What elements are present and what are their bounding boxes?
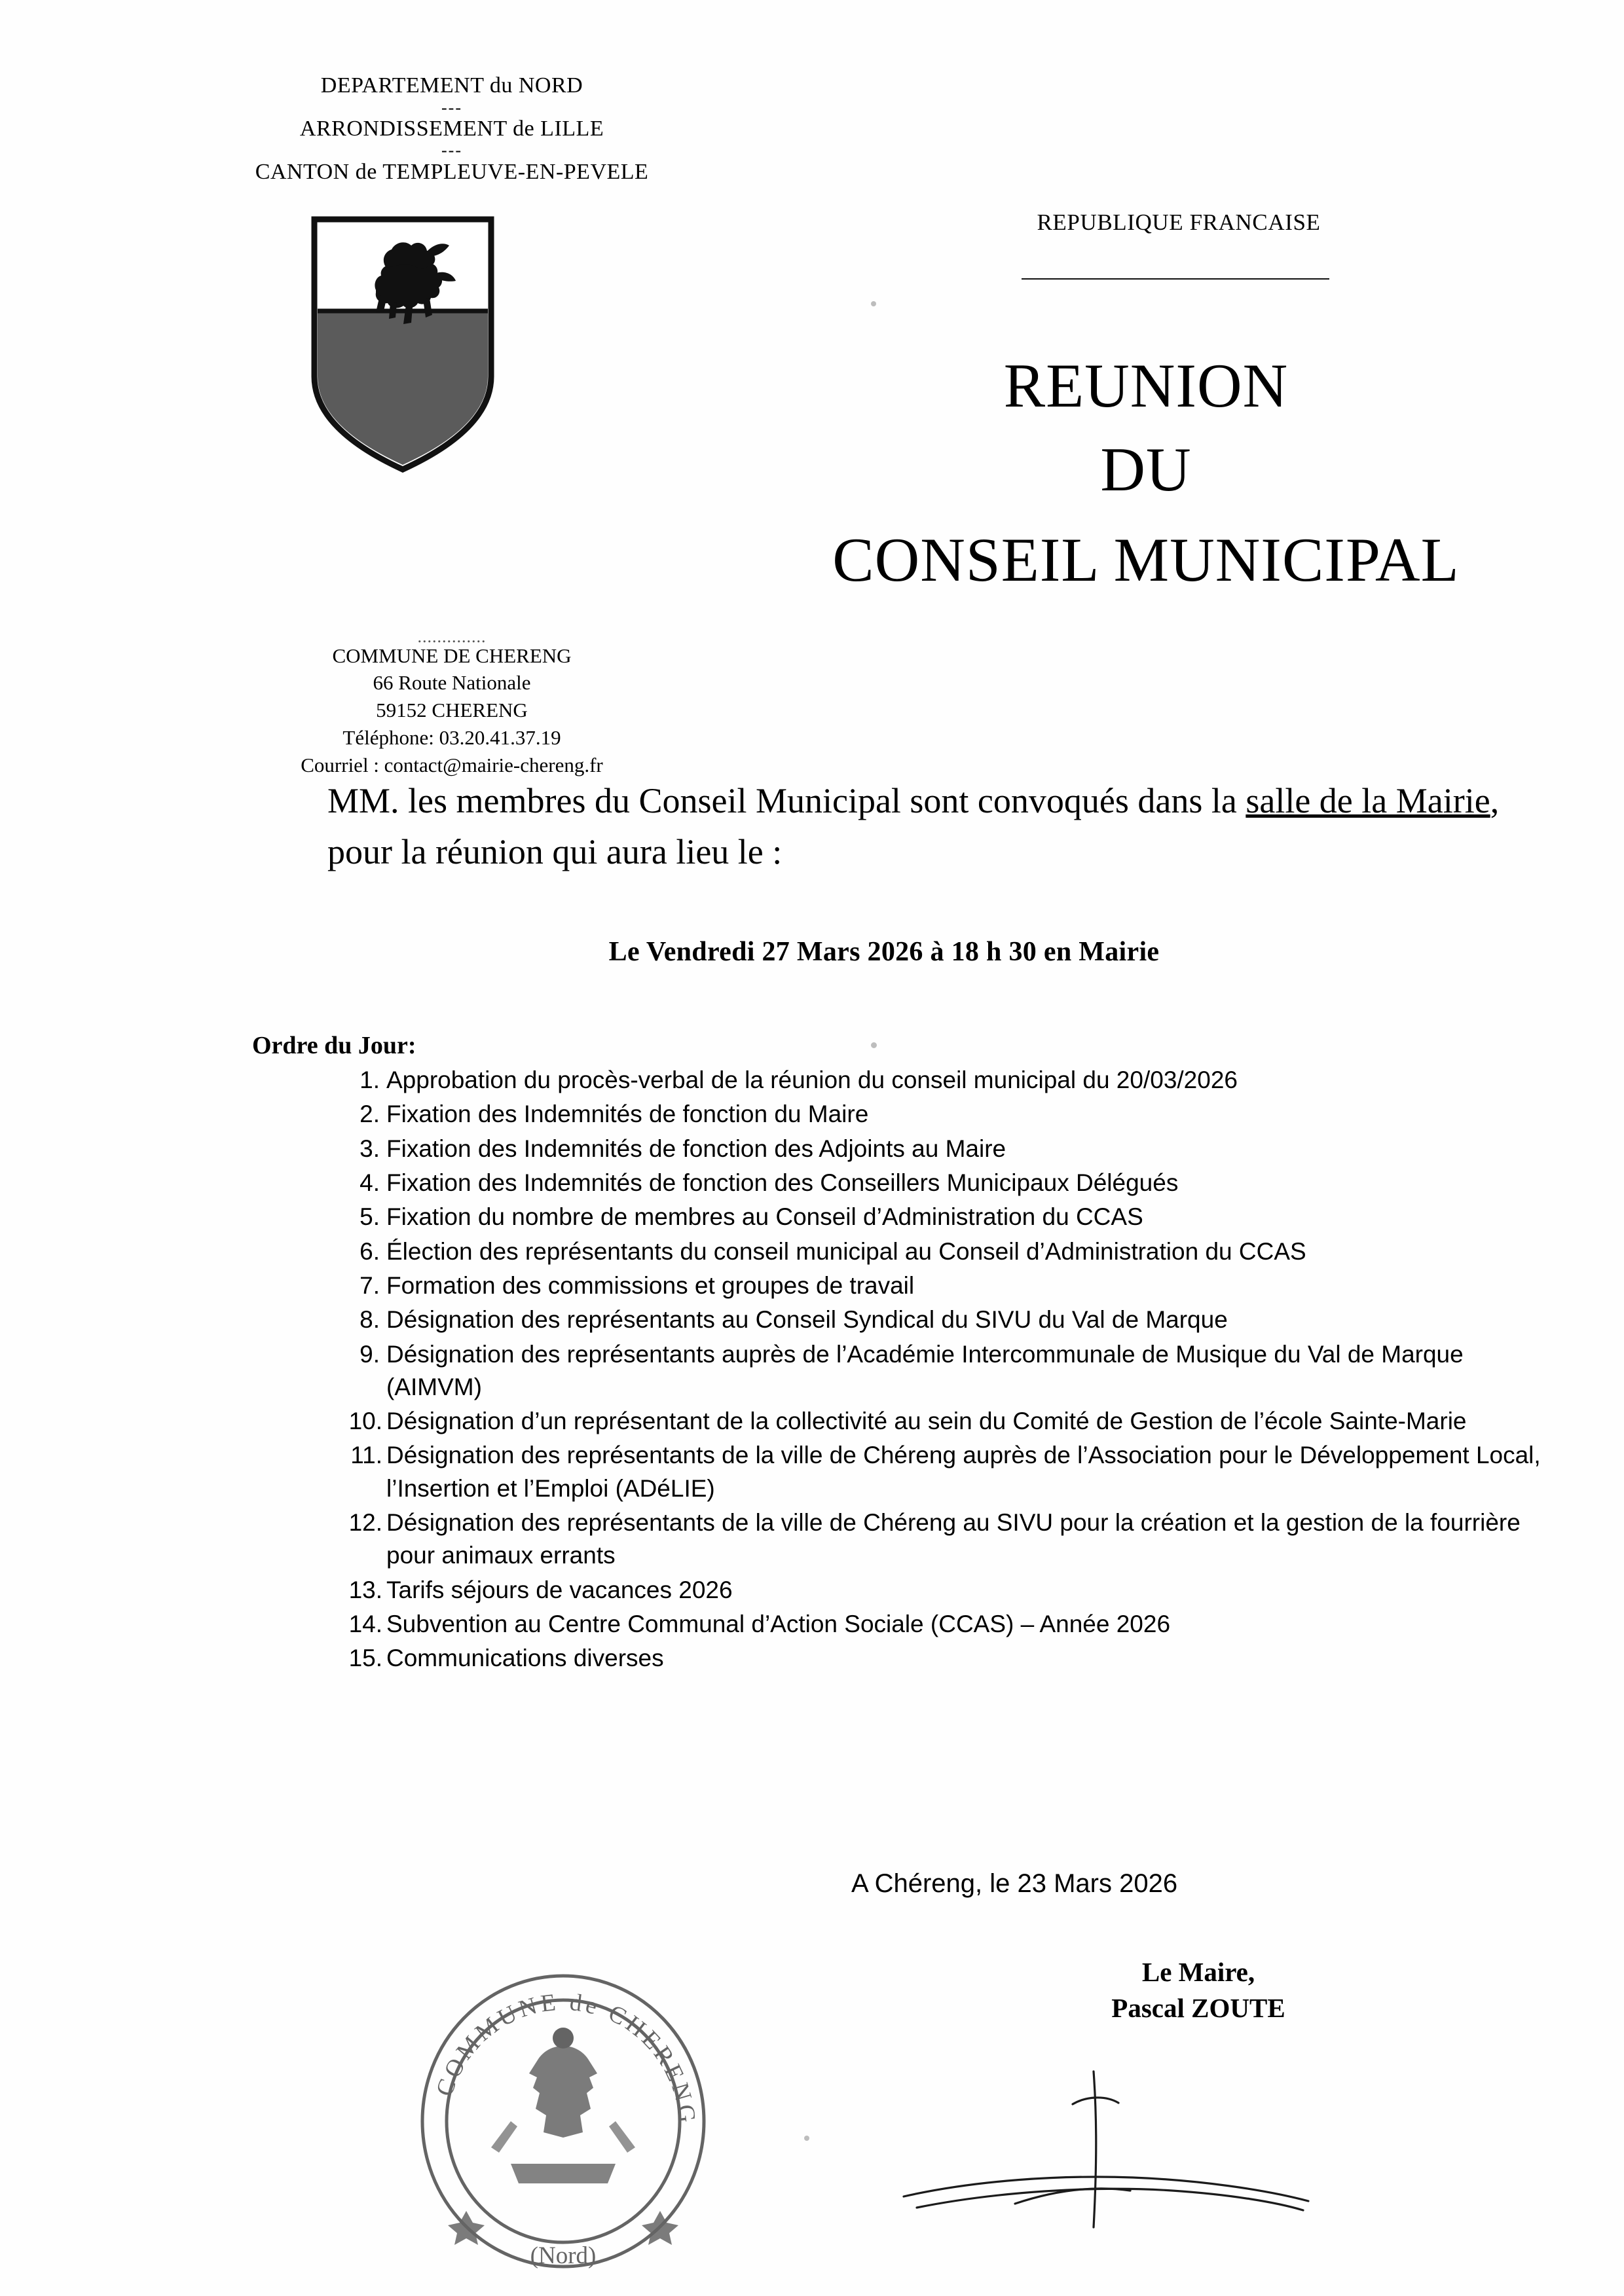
handwritten-signature <box>897 2062 1316 2239</box>
agenda-item <box>334 1064 1559 1097</box>
commune-address: 66 Route Nationale <box>373 671 531 695</box>
page-speck <box>804 2136 809 2141</box>
document-header <box>0 72 1624 776</box>
title-line-2: DU <box>1100 434 1192 504</box>
convocation-location-underlined: salle de la Mairie <box>1246 781 1490 820</box>
agenda-item-text: Fixation du nombre de membres au Conseil d’Administration du CCAS <box>386 1203 1143 1231</box>
agenda-item-text: Fixation des Indemnités de fonction des Adjoints au Maire <box>386 1135 1006 1162</box>
agenda-item-number: 13. <box>348 1576 382 1603</box>
agenda-item-text: Formation des commissions et groupes de travail <box>386 1271 915 1299</box>
agenda-item <box>334 1303 1559 1336</box>
separator-2: --- <box>441 141 462 160</box>
agenda-item <box>334 1167 1559 1199</box>
canton-line: CANTON de TEMPLEUVE-EN-PEVELE <box>255 159 649 184</box>
agenda-item-number: 11. <box>350 1442 382 1469</box>
agenda-item-text: Tarifs séjours de vacances 2026 <box>386 1576 733 1603</box>
agenda-item-number: 9. <box>360 1340 380 1368</box>
commune-name: COMMUNE DE CHERENG <box>332 644 572 667</box>
agenda-item-text: Approbation du procès-verbal de la réunion du conseil municipal du 20/03/2026 <box>386 1066 1238 1093</box>
agenda-item-number: 1. <box>360 1066 380 1093</box>
commune-email: Courriel : contact@mairie-chereng.fr <box>301 753 603 776</box>
convocation-part-2: , pour la réunion qui aura lieu le : <box>327 781 1500 872</box>
agenda-item-number: 5. <box>360 1203 380 1231</box>
agenda-item <box>334 1506 1559 1573</box>
agenda-item <box>334 1405 1559 1438</box>
agenda-item-text: Fixation des Indemnités de fonction du Maire <box>386 1101 869 1128</box>
agenda-item-number: 7. <box>360 1271 380 1299</box>
convocation-part-1: MM. les membres du Conseil Municipal sont convoqués dans la <box>327 781 1246 820</box>
signer-role: Le Maire, <box>1141 1957 1255 1987</box>
signature-block <box>1041 1954 1356 2027</box>
stamp-top-text: COMMUNE de CHERENG <box>431 1988 701 2127</box>
agenda-item <box>334 1608 1559 1641</box>
document-title <box>727 347 1565 605</box>
agenda-item-number: 6. <box>360 1237 380 1265</box>
meeting-datetime: Le Vendredi 27 Mars 2026 à 18 h 30 en Mairie <box>608 937 1160 967</box>
title-line-3: CONSEIL MUNICIPAL <box>832 524 1460 594</box>
agenda-item-text: Désignation des représentants auprès de l’Académie Intercommunale de Musique du Val de Marque (AIMVM) <box>386 1340 1464 1400</box>
page-speck <box>871 1042 877 1048</box>
agenda-item <box>334 1098 1559 1131</box>
arrondissement-line: ARRONDISSEMENT de LILLE <box>299 116 604 141</box>
agenda-item <box>334 1642 1559 1675</box>
agenda-item-number: 8. <box>360 1306 380 1334</box>
agenda-item-number: 15. <box>348 1645 382 1672</box>
signer-name: Pascal ZOUTE <box>1111 1993 1285 2024</box>
agenda-list <box>334 1064 1559 1677</box>
agenda-item <box>334 1439 1559 1505</box>
agenda-item-number: 4. <box>360 1169 380 1196</box>
agenda-item-text: Communications diverses <box>386 1645 664 1672</box>
agenda-item-number: 3. <box>360 1135 380 1162</box>
title-line-1: REUNION <box>1003 351 1289 420</box>
agenda-item-number: 10. <box>348 1408 382 1435</box>
agenda-item <box>334 1574 1559 1607</box>
coat-of-arms-icon <box>308 213 498 481</box>
agenda-item-number: 2. <box>360 1101 380 1128</box>
agenda-item <box>334 1338 1559 1404</box>
agenda-item-text: Désignation d’un représentant de la collectivité au sein du Comité de Gestion de l’école Sainte-Marie <box>386 1408 1467 1435</box>
agenda-item-text: Subvention au Centre Communal d’Action Sociale (CCAS) – Année 2026 <box>386 1611 1171 1637</box>
agenda-item <box>334 1201 1559 1233</box>
agenda-item <box>334 1133 1559 1165</box>
commune-phone: Téléphone: 03.20.41.37.19 <box>342 726 561 750</box>
agenda-item-text: Désignation des représentants de la ville de Chéreng au SIVU pour la création et la gestion de la fourrière pour animaux errants <box>386 1509 1521 1569</box>
agenda-item-text: Fixation des Indemnités de fonction des Conseillers Municipaux Délégués <box>386 1169 1179 1196</box>
republique-francaise: REPUBLIQUE FRANCAISE <box>1037 210 1321 235</box>
agenda-item-number: 14. <box>348 1611 382 1637</box>
agenda-item <box>334 1235 1559 1268</box>
republique-rule <box>1022 278 1329 280</box>
place-and-date: A Chéreng, le 23 Mars 2026 <box>851 1869 1178 1898</box>
agenda-item-text: Désignation des représentants au Conseil Syndical du SIVU du Val de Marque <box>386 1306 1228 1334</box>
agenda-item <box>334 1269 1559 1302</box>
commune-postal-city: 59152 CHERENG <box>376 699 528 722</box>
agenda-title: Ordre du Jour: <box>252 1032 416 1059</box>
dotted-divider: .............. <box>417 627 487 646</box>
commune-contact-block <box>190 627 714 779</box>
agenda-item-number: 12. <box>348 1509 382 1537</box>
agenda-item-text: Désignation des représentants de la ville de Chéreng auprès de l’Association pour le Développement Local, l’Insertion et l’Emploi (ADéLIE) <box>386 1442 1541 1502</box>
separator-1: --- <box>441 98 462 117</box>
official-stamp <box>413 1967 714 2275</box>
administrative-headings <box>183 72 720 186</box>
departement-line: DEPARTEMENT du NORD <box>320 73 583 98</box>
stamp-bottom-text: (Nord) <box>530 2242 597 2269</box>
agenda-item-text: Élection des représentants du conseil municipal au Conseil d’Administration du CCAS <box>386 1237 1306 1265</box>
page-speck <box>871 301 876 306</box>
convocation-paragraph <box>327 775 1559 878</box>
